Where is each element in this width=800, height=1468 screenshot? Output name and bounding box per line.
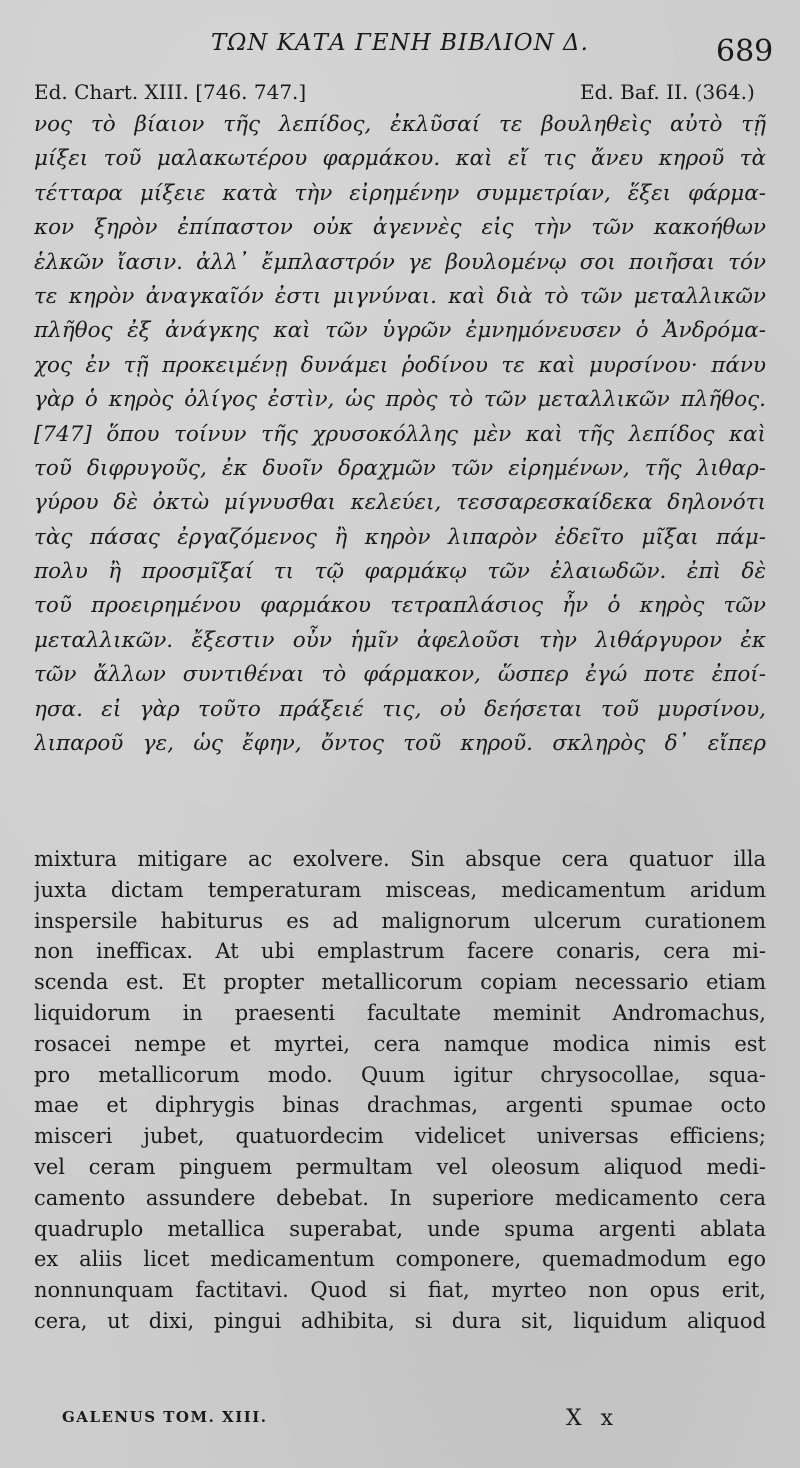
latin-text-line: camento assundere debebat. In superiore medicamento cera	[34, 1185, 766, 1210]
latin-text-line: scenda est. Et propter metallicorum copiam necessario etiam	[34, 970, 766, 995]
greek-text-line: τῶν ἄλλων συντιθέναι τὸ φάρμακον, ὥσπερ ἐγώ ποτε ἐποί-	[34, 662, 766, 688]
latin-text-line: misceri jubet, quatuordecim videlicet universas efficiens;	[34, 1124, 766, 1149]
latin-text-line: mae et diphrygis binas drachmas, argenti spumae octo	[34, 1093, 766, 1118]
edition-reference-basel: Ed. Baf. II. (364.)	[580, 80, 755, 104]
signature-mark: GALENUS TOM. XIII.	[62, 1408, 268, 1426]
greek-text-line: τοῦ προειρημένου φαρμάκου τετραπλάσιος ἦν ὁ κηρὸς τῶν	[34, 593, 766, 619]
latin-text-line: inspersile habiturus es ad malignorum ulcerum curationem	[34, 908, 766, 933]
running-title: ΤΩΝ ΚΑΤΑ ΓΕΝΗ ΒΙΒΛΙΟΝ Δ.	[211, 30, 589, 56]
greek-text-line: χος ἐν τῇ προκειμένῃ δυνάμει ῥοδίνου τε καὶ μυρσίνου· πάνυ	[34, 352, 766, 378]
greek-text-block	[34, 108, 766, 761]
greek-text-line: μεταλλικῶν. ἔξεστιν οὖν ἡμῖν ἀφελοῦσι τὴν λιθάργυρον ἐκ	[34, 627, 766, 653]
latin-text-line: quadruplo metallica superabat, unde spuma argenti ablata	[34, 1216, 766, 1241]
latin-text-line: liquidorum in praesenti facultate meminit Andromachus,	[34, 1000, 766, 1025]
edition-reference-chartier: Ed. Chart. XIII. [746. 747.]	[34, 80, 307, 104]
greek-text-line: κον ξηρὸν ἐπίπαστον οὐκ ἀγεννὲς εἰς τὴν τῶν κακοήθων	[34, 215, 766, 241]
greek-text-line: νος τὸ βίαιον τῆς λεπίδος, ἐκλῦσαί τε βουληθεὶς αὐτὸ τῇ	[34, 112, 766, 137]
latin-text-line: cera, ut dixi, pingui adhibita, si dura sit, liquidum aliquod	[34, 1308, 766, 1333]
greek-text-line: τε κηρὸν ἀναγκαῖόν ἐστι μιγνύναι. καὶ διὰ τὸ τῶν μεταλλικῶν	[34, 283, 766, 309]
greek-text-line: γύρου δὲ ὀκτὼ μίγνυσθαι κελεύει, τεσσαρεσκαίδεκα δηλονότι	[34, 490, 766, 516]
greek-text-line: μίξει τοῦ μαλακωτέρου φαρμάκου. καὶ εἴ τις ἄνευ κηροῦ τὰ	[34, 146, 766, 172]
greek-text-line: [747] ὅπου τοίνυν τῆς χρυσοκόλλης μὲν καὶ τῆς λεπίδος καὶ	[34, 421, 766, 447]
page-number: 689	[716, 34, 774, 69]
latin-text-line: ex aliis licet medicamentum componere, quemadmodum ego	[34, 1247, 766, 1272]
latin-text-line: non inefficax. At ubi emplastrum facere conaris, cera mi-	[34, 939, 766, 964]
latin-text-line: nonnunquam factitavi. Quod si fiat, myrteo non opus erit,	[34, 1278, 766, 1303]
greek-text-line: γὰρ ὁ κηρὸς ὀλίγος ἐστὶν, ὡς πρὸς τὸ τῶν μεταλλικῶν πλῆθος.	[34, 387, 766, 413]
latin-text-line: pro metallicorum modo. Quum igitur chrysocollae, squa-	[34, 1062, 766, 1087]
gathering-mark: X x	[566, 1406, 620, 1431]
latin-text-line: vel ceram pinguem permultam vel oleosum aliquod medi-	[34, 1154, 766, 1179]
latin-text-line: juxta dictam temperaturam misceas, medicamentum aridum	[34, 877, 766, 902]
greek-text-line: τέτταρα μίξειε κατὰ τὴν εἰρημένην συμμετρίαν, ἕξει φάρμα-	[34, 180, 766, 206]
latin-text-block	[34, 844, 766, 1337]
greek-text-line: ἑλκῶν ἴασιν. ἀλλ᾽ ἔμπλαστρόν γε βουλομένῳ σοι ποιῆσαι τόν	[34, 249, 766, 275]
latin-text-line: mixtura mitigare ac exolvere. Sin absque cera quatuor illa	[34, 847, 766, 871]
latin-text-line: rosacei nempe et myrtei, cera namque modica nimis est	[34, 1031, 766, 1056]
greek-text-line: τοῦ διφρυγοῦς, ἐκ δυοῖν δραχμῶν τῶν εἰρημένων, τῆς λιθαρ-	[34, 455, 766, 481]
greek-text-line: πολυ ἢ προσμῖξαί τι τῷ φαρμάκῳ τῶν ἐλαιωδῶν. ἐπὶ δὲ	[34, 559, 766, 585]
greek-text-line: λιπαροῦ γε, ὡς ἔφην, ὄντος τοῦ κηροῦ. σκληρὸς δ᾽ εἴπερ	[34, 731, 766, 757]
greek-text-line: τὰς πάσας ἐργαζόμενος ἢ κηρὸν λιπαρὸν ἐδεῖτο μῖξαι πάμ-	[34, 524, 766, 550]
greek-text-line: πλῆθος ἐξ ἀνάγκης καὶ τῶν ὑγρῶν ἐμνημόνευσεν ὁ Ἀνδρόμα-	[34, 318, 766, 344]
greek-text-line: ησα. εἰ γὰρ τοῦτο πράξειέ τις, οὐ δεήσεται τοῦ μυρσίνου,	[34, 696, 766, 722]
